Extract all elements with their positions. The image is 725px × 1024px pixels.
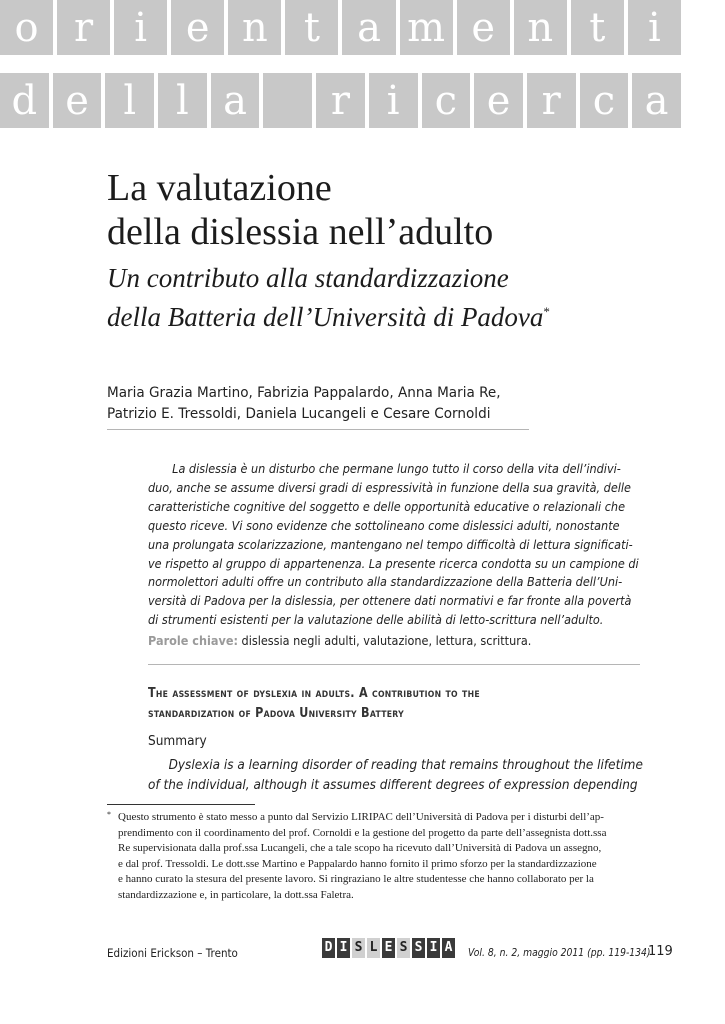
footnote <box>107 810 640 904</box>
abstract-line: duo, anche se assume diversi gradi di espressività in funzione della sua gravità, delle <box>148 479 631 495</box>
abstract-line: of the individual, although it assumes different degrees of expression depending <box>148 776 638 793</box>
banner-letter: a <box>223 77 248 124</box>
banner-cell <box>422 73 471 128</box>
banner-cell <box>580 73 629 128</box>
logo-letter: S <box>352 938 365 958</box>
banner-cell <box>527 73 576 128</box>
banner-letter: m <box>407 4 446 51</box>
banner-cell <box>105 73 154 128</box>
logo-letter: D <box>322 938 335 958</box>
logo-letter: E <box>382 938 395 958</box>
abstract-line: normolettori adulti offre un contributo alla standardizzazione della Batteria dell’Uni- <box>148 574 623 590</box>
logo-letter: S <box>397 938 410 958</box>
abstract-line: versità di Padova per la dislessia, per ottenere dati normativi e far fronte alla povertà <box>148 593 632 609</box>
banner-cell <box>514 0 567 55</box>
divider <box>148 664 640 665</box>
banner-letter: l <box>176 77 189 124</box>
banner-cell <box>114 0 167 55</box>
abstract-line: Dyslexia is a learning disorder of reading that remains throughout the lifetime <box>168 757 643 773</box>
banner-cell <box>0 73 49 128</box>
subtitle-line: Un contributo alla standardizzazione <box>107 263 509 293</box>
abstract-line: caratteristiche cognitive del soggetto e delle opportunità educative o relazionali che <box>148 498 626 514</box>
page-number: 119 <box>648 944 673 959</box>
banner-letter: e <box>486 77 511 124</box>
keywords <box>148 633 531 648</box>
banner-letter: i <box>134 4 148 51</box>
banner-letter: i <box>386 77 400 124</box>
logo-letter: L <box>367 938 380 958</box>
banner-cell <box>632 73 681 128</box>
banner-cell <box>316 73 365 128</box>
banner-cell <box>400 0 453 55</box>
banner-cell <box>57 0 110 55</box>
summary-heading: Summary <box>148 733 207 749</box>
banner-letter: e <box>185 4 210 51</box>
banner-cell <box>171 0 224 55</box>
banner-cell <box>0 0 53 55</box>
banner-letter: t <box>589 4 606 51</box>
keywords-label: Parole chiave: <box>148 633 238 648</box>
footnote-line: standardizzazione e, in particolare, la dott.ssa Faletra. <box>118 888 354 901</box>
keywords-text: dislessia negli adulti, valutazione, lettura, scrittura. <box>237 633 532 648</box>
english-title <box>148 684 534 724</box>
title-line: La valutazione <box>107 167 332 209</box>
banner-letter: o <box>14 4 39 51</box>
banner-letter: l <box>123 77 137 124</box>
logo-letter: A <box>442 938 455 958</box>
abstract-italian <box>148 460 639 630</box>
footnote-line: prendimento con il coordinamento del prof. Cornoldi e la gestione del progetto da parte dell’assegnista dott.ssa <box>118 826 607 839</box>
title-line: della dislessia nell’adulto <box>107 211 494 253</box>
banner-letter: a <box>644 77 669 124</box>
banner-cell <box>158 73 207 128</box>
english-title-line: The assessment of dyslexia in adults. A contribution to the <box>148 686 480 701</box>
banner-cell <box>457 0 510 55</box>
banner-letter: r <box>74 4 94 51</box>
banner-letter: e <box>471 4 495 51</box>
subtitle-text: della Batteria dell’Università di Padova <box>107 302 544 332</box>
banner-cell <box>369 73 418 128</box>
banner-cell <box>342 0 395 55</box>
footnote-line: e dal prof. Tressoldi. Le dott.sse Martino e Pappalardo hanno fornito il primo sforzo per la standardizzazione <box>118 857 597 870</box>
banner-cell <box>228 0 281 55</box>
abstract-english <box>148 756 701 795</box>
banner-row-della-ricerca <box>0 73 681 128</box>
banner-letter: d <box>11 77 38 124</box>
publisher-name: Edizioni Erickson – Trento <box>107 946 238 960</box>
abstract-line: questo riceve. Vi sono evidenze che sottolineano come dislessici adulti, nonostante <box>148 517 620 533</box>
author-line: Maria Grazia Martino, Fabrizia Pappalardo, Anna Maria Re, <box>107 384 501 401</box>
banner-letter: e <box>65 77 89 124</box>
banner-cell <box>53 73 102 128</box>
english-title-line: standardization of Padova University Battery <box>148 706 404 721</box>
banner-letter: n <box>527 4 554 51</box>
banner-letter: a <box>357 4 381 51</box>
footnote-marker: * <box>107 810 111 819</box>
author-line: Patrizio E. Tressoldi, Daniela Lucangeli e Cesare Cornoldi <box>107 405 491 422</box>
banner-letter: r <box>330 77 351 124</box>
banner-row-orientamenti <box>0 0 681 55</box>
article-title <box>107 166 493 254</box>
logo-letter: I <box>427 938 440 958</box>
logo-letter: S <box>412 938 425 958</box>
footnote-line: Re supervisionata dalla prof.ssa Lucangeli, che a tale scopo ha ricevuto dall’Università di Padova un assegno, <box>118 842 602 855</box>
divider <box>107 429 529 430</box>
subtitle-line <box>107 295 550 334</box>
footnote-marker: * <box>543 304 550 319</box>
banner-letter: i <box>647 4 661 51</box>
logo-letter: I <box>337 938 350 958</box>
journal-citation: Vol. 8, n. 2, maggio 2011 (pp. 119-134) <box>468 947 651 959</box>
banner-cell <box>211 73 260 128</box>
footnote-text: Questo strumento è stato messo a punto dal Servizio LIRIPAC dell’Università di Padova per i disturbi dell’ap- <box>118 811 604 823</box>
banner-letter: t <box>303 4 320 51</box>
abstract-line: La dislessia è un disturbo che permane lungo tutto il corso della vita dell’indivi- <box>172 461 621 476</box>
abstract-line: di strumenti esistenti per la valutazione delle abilità di letto-scrittura nell’adulto. <box>148 612 604 628</box>
banner-cell <box>571 0 624 55</box>
banner-cell <box>628 0 681 55</box>
banner-letter: c <box>592 77 616 124</box>
abstract-line: ve rispetto al gruppo di appartenenza. La presente ricerca condotta su un campione di <box>148 555 639 571</box>
article-subtitle <box>107 262 550 334</box>
abstract-line: una prolungata scolarizzazione, mantengano nel tempo difficoltà di lettura significati- <box>148 536 633 552</box>
footnote-rule <box>107 804 255 805</box>
footnote-line: e hanno curato la stesura del presente lavoro. Si ringraziano le altre studentesse che hanno collaborato per la <box>118 873 594 886</box>
banner-cell <box>263 73 312 128</box>
banner-cell <box>285 0 338 55</box>
banner-letter: n <box>241 4 268 51</box>
banner-letter: c <box>434 77 458 124</box>
banner-cell <box>474 73 523 128</box>
banner-letter: r <box>541 77 561 124</box>
footnote-line <box>107 810 640 826</box>
author-list <box>107 382 501 424</box>
journal-logo <box>322 938 455 958</box>
